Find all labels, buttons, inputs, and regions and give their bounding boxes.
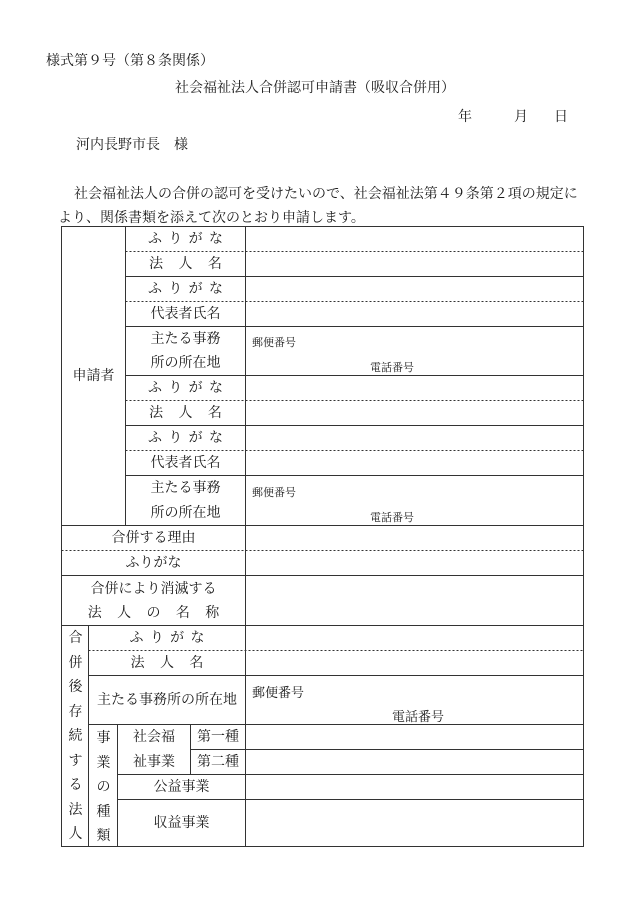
surviving-postal-label: 郵便番号 (252, 686, 305, 701)
social-welfare-label-line2: 祉事業 (133, 754, 175, 770)
addressee: 河内長野市長 様 (76, 137, 188, 153)
merger-reason-label: 合併する理由 (111, 530, 196, 546)
surviving-phone-label: 電話番号 (392, 710, 445, 725)
date-year: 年 (458, 109, 472, 125)
surviving-corp-label: 合併後存続する法人 (68, 630, 83, 842)
applicant2-rep-furigana-label: ふりがな (148, 430, 230, 446)
applicant2-postal-label: 郵便番号 (252, 486, 296, 499)
applicant1-office-label-line2: 所の所在地 (150, 355, 221, 371)
type2-label: 第二種 (197, 754, 239, 770)
applicant2-rep-name-label: 代表者氏名 (150, 455, 221, 471)
applicant1-furigana-label: ふりがな (148, 231, 230, 247)
business-type-label: 事業の種類 (96, 730, 111, 844)
applicant2-corp-name-label: 法人名 (149, 405, 238, 421)
applicant-label: 申請者 (72, 368, 115, 384)
applicant1-office-label-line1: 主たる事務 (150, 331, 221, 347)
applicant2-phone-label: 電話番号 (370, 511, 414, 524)
statement-line-1: 社会福祉法人の合併の認可を受けたいので、社会福祉法第４９条第２項の規定に (74, 186, 578, 202)
surviving-furigana-label: ふりがな (129, 630, 211, 646)
dissolved-corp-label-line2: 法人の名称 (87, 605, 235, 621)
date-day: 日 (554, 109, 568, 125)
applicant1-rep-name-label: 代表者氏名 (150, 306, 221, 322)
applicant2-office-label-line2: 所の所在地 (150, 504, 221, 521)
social-welfare-label-line1: 社会福 (133, 729, 175, 745)
public-business-label: 公益事業 (153, 779, 210, 795)
form-number: 様式第９号（第８条関係） (46, 53, 214, 69)
applicant1-rep-furigana-label: ふりがな (148, 281, 230, 297)
applicant2-furigana-label: ふりがな (148, 380, 230, 396)
form-title: 社会福祉法人合併認可申請書（吸収合併用） (175, 80, 455, 96)
surviving-corp-name-label: 法人名 (130, 655, 219, 671)
profit-business-label: 収益事業 (153, 815, 210, 831)
applicant2-office-label-line1: 主たる事務 (150, 480, 221, 496)
applicant1-corp-name-label: 法人名 (149, 256, 238, 272)
dissolved-furigana-label: ふりがな (125, 555, 182, 571)
dissolved-corp-label-line1: 合併により消滅する (90, 581, 217, 597)
date-month: 月 (514, 109, 528, 125)
surviving-office-label: 主たる事務所の所在地 (97, 692, 237, 708)
applicant1-phone-label: 電話番号 (370, 361, 414, 374)
type1-label: 第一種 (197, 729, 239, 745)
statement-line-2: より、関係書類を添えて次のとおり申請します。 (58, 210, 365, 226)
applicant1-postal-label: 郵便番号 (252, 336, 296, 349)
